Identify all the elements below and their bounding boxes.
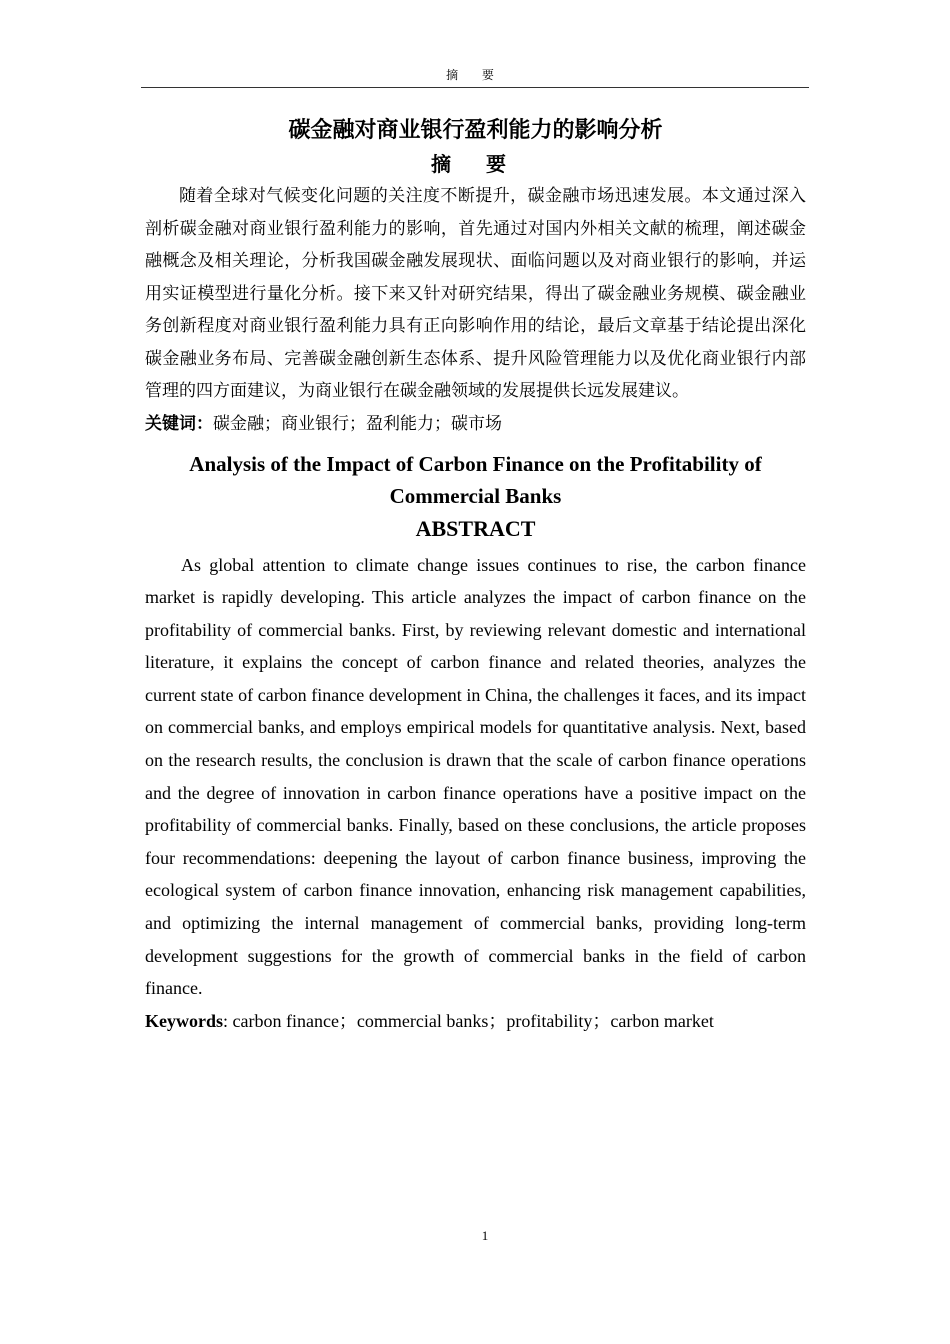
english-keywords-label: Keywords [145,1010,223,1031]
chinese-title: 碳金融对商业银行盈利能力的影响分析 [288,118,663,143]
english-keywords-list: : carbon finance；commercial banks；profitability；carbon market [223,1010,714,1031]
chinese-abstract-body: 随着全球对气候变化问题的关注度不断提升，碳金融市场迅速发展。本文通过深入剖析碳金融对商业银行盈利能力的影响，首先通过对国内外相关文献的梳理，阐述碳金融概念及相关理论，分析我国碳金融发展现状、面临问题以及对商业银行的影响，并运用实证模型进行量化分析。接下来又针对研究结果，得出了碳金融业务规模、碳金融业务创新程度对商业银行盈利能力具有正向影响作用的结论，最后文章基于结论提出深化碳金融业务布局、完善碳金融创新生态体系、提升风险管理能力以及优化商业银行内部管理的四方面建议，为商业银行在碳金融领域的发展提供长远发展建议。 [145,186,806,401]
chinese-keywords-list: 碳金融；商业银行；盈利能力；碳市场 [213,413,502,434]
page-number: 1 [481,1228,489,1243]
chinese-keywords [145,408,806,440]
abstract-content [145,114,806,1037]
english-abstract-heading: ABSTRACT [415,515,536,541]
english-keywords [145,1005,806,1037]
english-abstract-body: As global attention to climate change issues continues to rise, the carbon finance market is rapidly developing. This article analyzes the impact of carbon finance on the profitability of commercial banks. First, by reviewing relevant domestic and international literature, it explains the concept of carbon finance and related theories, analyzes the current state of carbon finance development in China, the challenges it faces, and its impact on commercial banks, and employs empirical models for quantitative analysis. Next, based on the research results, the conclusion is drawn that the scale of carbon finance operations and the degree of innovation in carbon finance operations have a positive impact on the profitability of commercial banks. Finally, based on these conclusions, the article proposes four recommendations: deepening the layout of carbon finance business, improving the ecological system of carbon finance innovation, enhancing risk management capabilities, and optimizing the internal management of commercial banks, providing long-term development suggestions for the growth of commercial banks in the field of carbon finance. [145,554,806,999]
chinese-abstract-heading: 摘 要 [431,152,520,176]
running-header: 摘 要 [141,66,809,88]
english-title: Analysis of the Impact of Carbon Finance on the Profitability of Commercial Banks [189,451,762,508]
chinese-keywords-label: 关键词： [145,413,213,434]
